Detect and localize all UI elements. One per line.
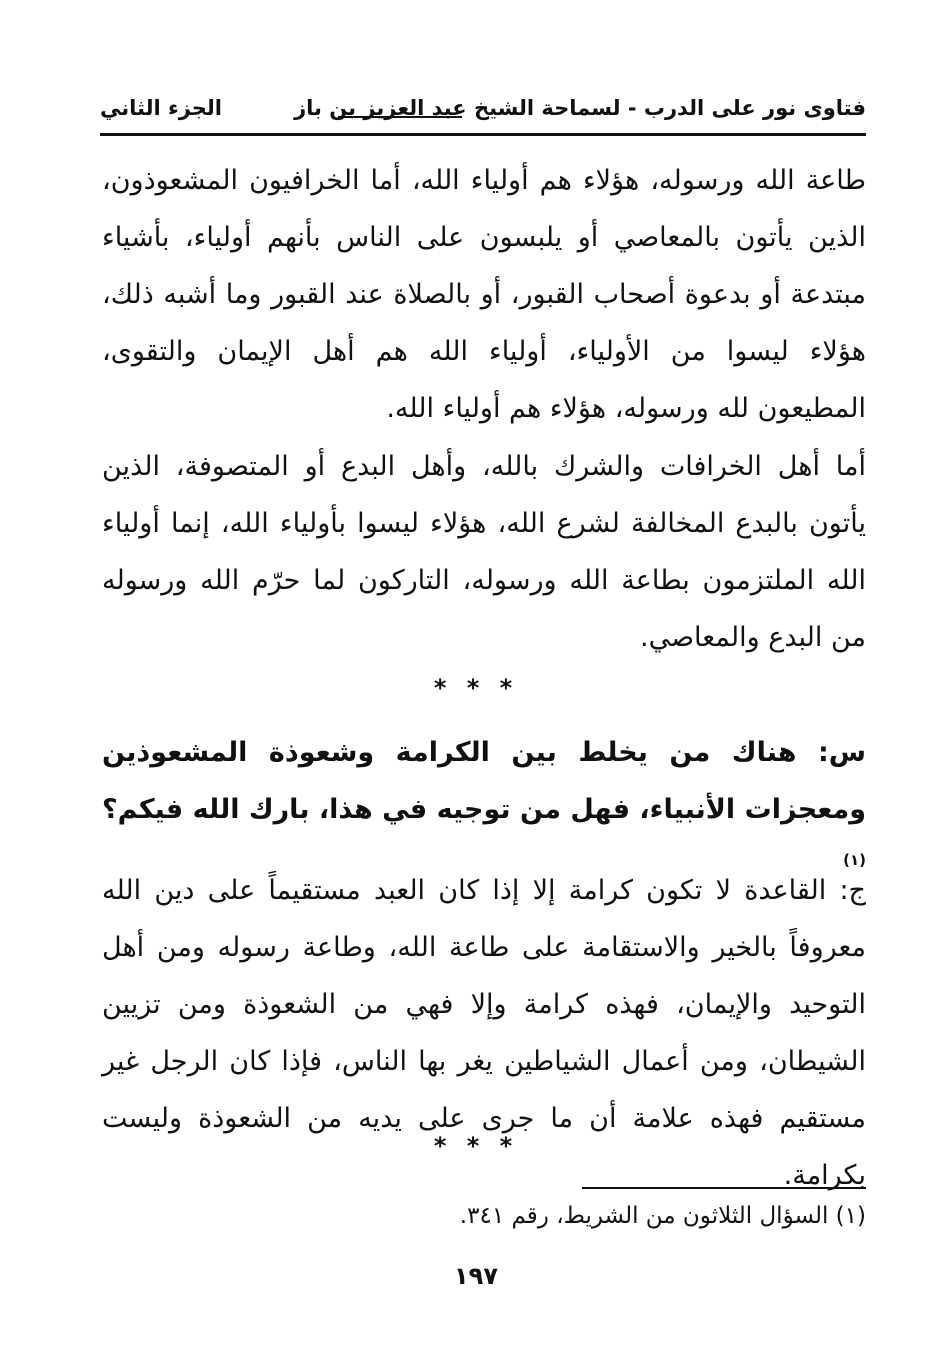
answer-text: القاعدة لا تكون كرامة إلا إذا كان العبد مستقيماً على دين الله معروفاً بالخير والاستقامة على طاعة الله، وطاعة رسوله ومن أهل التوحيد والإيمان، فهذه كرامة وإلا فهي من الشعوذة ومن تزيين الشيطان، ومن أعمال الشياطين يغر بها الناس، فإذا كان الرجل غير مستقيم فهذه علامة أن ما جرى على يديه من الشعوذة وليست بكرامة. (102, 875, 866, 1191)
answer-prefix: ج: (839, 875, 866, 906)
page-number: ١٩٧ (454, 1262, 498, 1290)
footnote-marker[interactable]: (١) (843, 851, 866, 869)
paragraph-2: أما أهل الخرافات والشرك بالله، وأهل البدع أو المتصوفة، الذين يأتون بالبدع المخالفة لشرع الله، هؤلاء ليسوا بأولياء الله، إنما أولياء الله الملتزمون بطاعة الله ورسوله، التاركون لما حرّم الله ورسوله من البدع والمعاصي. (102, 451, 866, 653)
section-separator-2: * * * (433, 1132, 519, 1160)
header-dash-rule (338, 116, 462, 118)
question-prefix: س: (817, 737, 866, 768)
header-underline (100, 133, 866, 136)
footnote-rule (582, 1187, 866, 1189)
paragraph-1: طاعة الله ورسوله، هؤلاء هم أولياء الله، أما الخرافيون المشعوذون، الذين يأتون بالمعاصي أو يلبسون على الناس بأنهم أولياء، بأشياء مبتدعة أو بدعوة أصحاب القبور، أو بالصلاة عند القبور وما أشبه ذلك، هؤلاء ليسوا من الأولياء، أولياء الله هم أهل الإيمان والتقوى، المطيعون لله ورسوله، هؤلاء هم أولياء الله. (102, 165, 866, 424)
running-header (100, 88, 866, 128)
section-separator: * * * (433, 674, 519, 702)
header-title: فتاوى نور على الدرب - لسماحة الشيخ عبد العزيز بن باز (294, 96, 866, 120)
header-volume: الجزء الثاني (100, 96, 223, 120)
footnote: (١) السؤال الثلاثون من الشريط، رقم ٣٤١. (459, 1203, 866, 1229)
question-text: هناك من يخلط بين الكرامة وشعوذة المشعوذين ومعجزات الأنبياء، فهل من توجيه في هذا، بارك الله فيكم؟ (102, 737, 866, 825)
